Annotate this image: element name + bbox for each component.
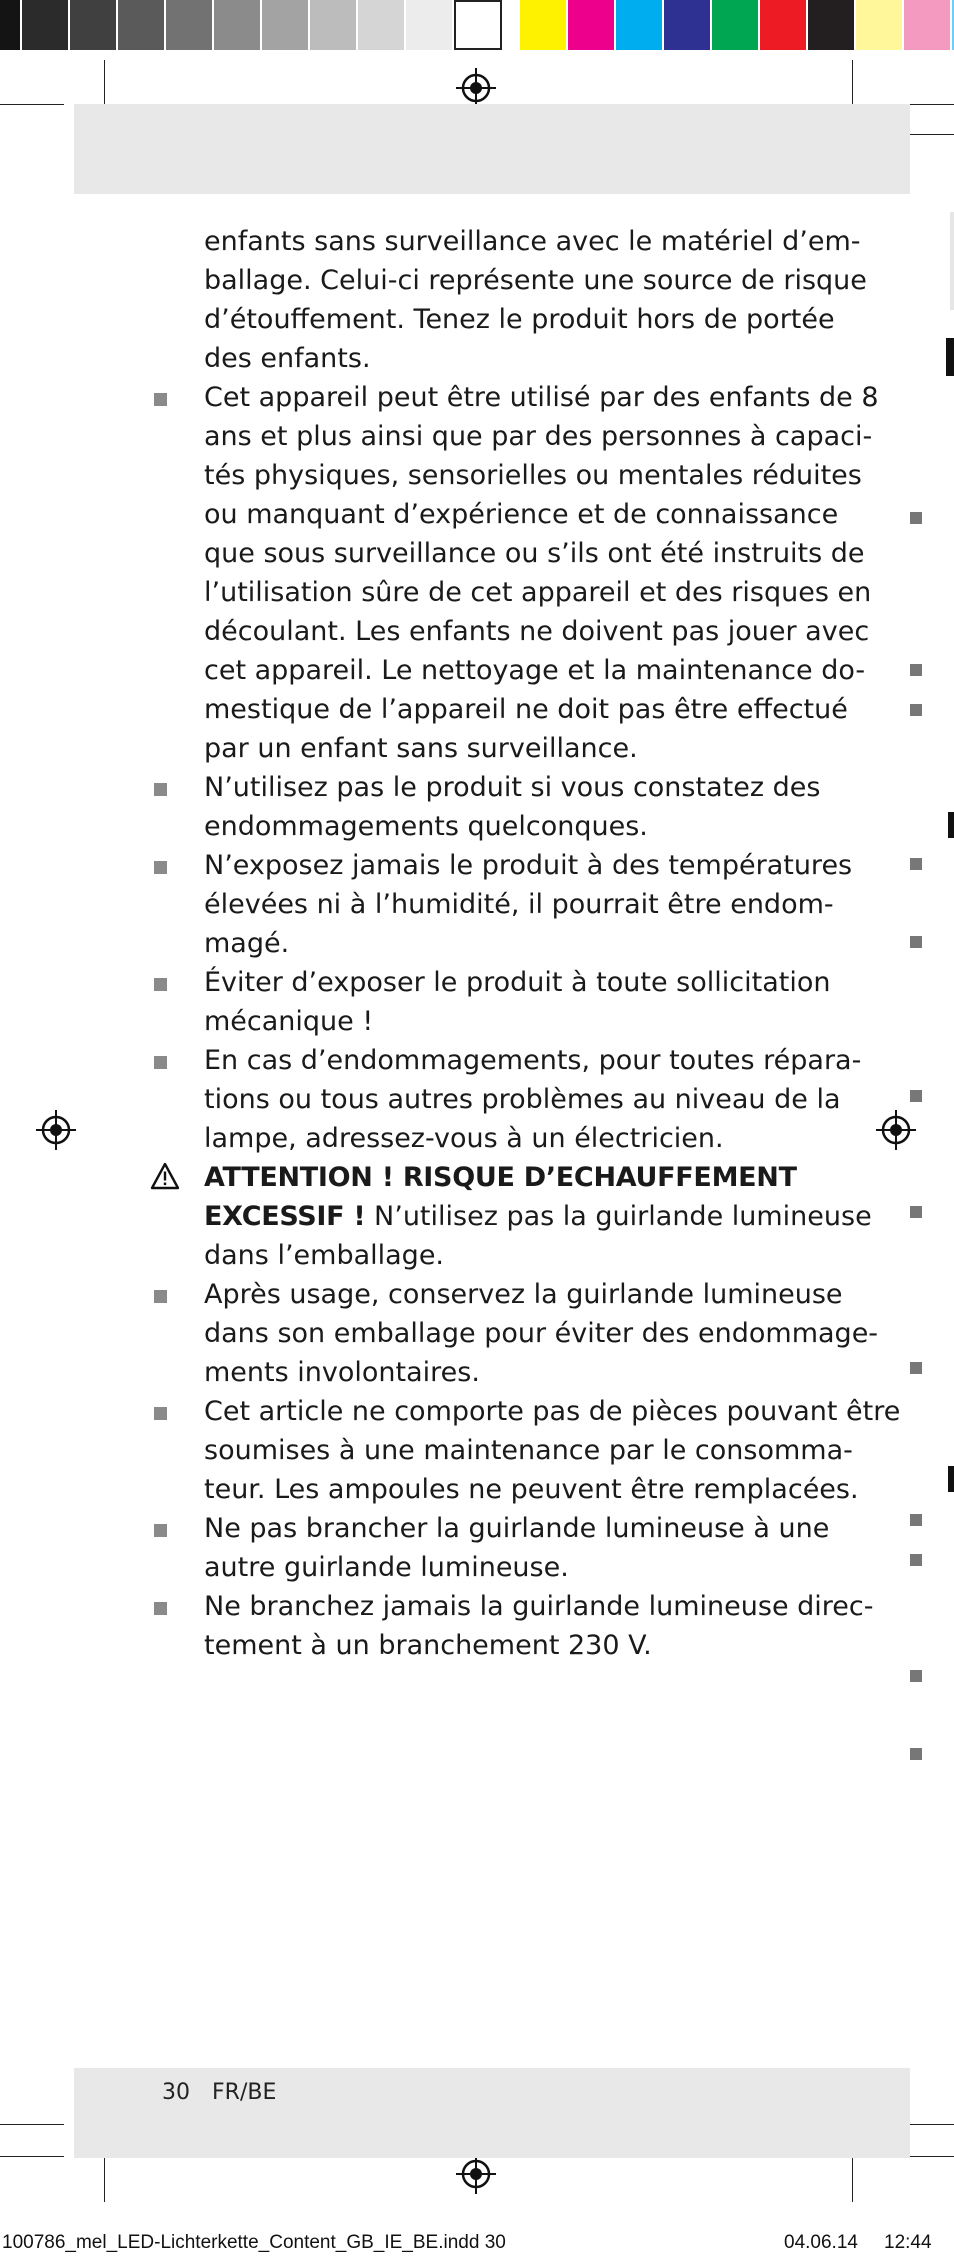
text-line: N’exposez jamais le produit à des températures — [204, 850, 853, 881]
facing-page-heading-fragment — [946, 338, 954, 376]
list-item — [150, 846, 853, 963]
registration-mark-icon — [36, 1110, 76, 1150]
list-item — [150, 1587, 874, 1665]
bullet-square-icon — [154, 1407, 167, 1420]
bullet-square-icon — [154, 861, 167, 874]
color-swatch — [856, 0, 904, 50]
color-swatch — [904, 0, 952, 50]
facing-page-bullet — [910, 1554, 922, 1566]
text-line: Cet article ne comporte pas de pièces pouvant être — [204, 1396, 901, 1427]
crop-mark — [0, 2124, 64, 2125]
text-line: Ne branchez jamais la guirlande lumineuse direc- — [204, 1591, 874, 1622]
warning-heading: EXCESSIF ! — [204, 1201, 366, 1232]
text-line: l’utilisation sûre de cet appareil et des risques en — [204, 577, 872, 608]
text-line: par un enfant sans surveillance. — [204, 733, 638, 764]
facing-page-bullet — [910, 858, 922, 870]
text-line: Ne pas brancher la guirlande lumineuse à une — [204, 1513, 830, 1544]
color-swatch — [358, 0, 406, 50]
color-swatch — [166, 0, 214, 50]
bullet-square-icon — [154, 783, 167, 796]
slug-time: 12:44 — [884, 2232, 932, 2253]
text-line: autre guirlande lumineuse. — [204, 1552, 569, 1583]
color-calibration-strip — [0, 0, 954, 50]
color-swatch — [118, 0, 166, 50]
color-swatch — [568, 0, 616, 50]
text-line: cet appareil. Le nettoyage et la maintenance do- — [204, 655, 866, 686]
text-line: que sous surveillance ou s’ils ont été instruits de — [204, 538, 865, 569]
color-swatch — [406, 0, 454, 50]
crop-mark — [0, 2156, 64, 2157]
page-footer — [162, 2078, 298, 2108]
color-swatch — [262, 0, 310, 50]
color-swatch — [70, 0, 118, 50]
text-line: ans et plus ainsi que par des personnes à capaci- — [204, 421, 873, 452]
list-item — [150, 963, 831, 1041]
text-line: teur. Les ampoules ne peuvent être remplacées. — [204, 1474, 859, 1505]
registration-mark-icon — [876, 1110, 916, 1150]
color-swatch — [616, 0, 664, 50]
text-line: mestique de l’appareil ne doit pas être effectué — [204, 694, 848, 725]
facing-page-bullet — [910, 1090, 922, 1102]
locale-code: FR/BE — [212, 2080, 277, 2105]
text-line: tement à un branchement 230 V. — [204, 1630, 652, 1661]
color-swatch — [712, 0, 760, 50]
facing-page-bullet — [910, 1206, 922, 1218]
text-line: Cet appareil peut être utilisé par des enfants de 8 — [204, 382, 879, 413]
facing-page-bullet — [910, 936, 922, 948]
color-swatch — [310, 0, 358, 50]
text-line: des enfants. — [204, 343, 371, 374]
bullet-square-icon — [154, 393, 167, 406]
list-item — [150, 378, 879, 768]
text-line: ou manquant d’expérience et de connaissance — [204, 499, 839, 530]
crop-mark — [0, 104, 64, 105]
text-line: En cas d’endommagements, pour toutes répara- — [204, 1045, 862, 1076]
facing-page-bullet — [910, 1748, 922, 1760]
color-swatch — [214, 0, 262, 50]
safety-instructions — [150, 222, 901, 1665]
registration-mark-icon — [456, 2154, 496, 2194]
bullet-square-icon — [154, 978, 167, 991]
warning-item — [150, 1158, 872, 1275]
slug-date: 04.06.14 — [784, 2232, 858, 2253]
registration-mark-icon — [456, 68, 496, 108]
text-line: magé. — [204, 928, 290, 959]
facing-page-edge — [950, 212, 954, 310]
page-number: 30 — [162, 2080, 190, 2105]
facing-page-bullet — [910, 704, 922, 716]
list-item — [150, 1509, 830, 1587]
color-swatch — [664, 0, 712, 50]
text-line: dans l’emballage. — [204, 1240, 445, 1271]
color-swatch — [502, 0, 520, 50]
facing-page-bullet — [910, 1670, 922, 1682]
text-line: Éviter d’exposer le produit à toute sollicitation — [204, 967, 831, 998]
list-item — [150, 768, 821, 846]
text-line: dans son emballage pour éviter des endommage- — [204, 1318, 879, 1349]
header-band — [74, 104, 910, 194]
facing-page-bullet — [910, 664, 922, 676]
text-line: d’étouffement. Tenez le produit hors de portée — [204, 304, 835, 335]
text-line: Après usage, conservez la guirlande lumineuse — [204, 1279, 843, 1310]
list-item — [150, 1275, 879, 1392]
facing-page-bullet — [910, 512, 922, 524]
facing-page-bullet — [910, 1514, 922, 1526]
slug-filename: 100786_mel_LED-Lichterkette_Content_GB_IE_BE.indd 30 — [2, 2232, 506, 2253]
text-line: lampe, adressez-vous à un électricien. — [204, 1123, 724, 1154]
list-item — [150, 1392, 901, 1509]
text-line: tions ou tous autres problèmes au niveau de la — [204, 1084, 841, 1115]
text-line: mécanique ! — [204, 1006, 374, 1037]
text-line: ments involontaires. — [204, 1357, 480, 1388]
text-line: N’utilisez pas la guirlande lumineuse — [365, 1201, 872, 1232]
color-swatch — [0, 0, 22, 50]
text-line: enfants sans surveillance avec le matériel d’em- — [204, 226, 861, 257]
text-line: élevées ni à l’humidité, il pourrait être endom- — [204, 889, 834, 920]
crop-mark — [852, 60, 853, 110]
list-item — [150, 1041, 862, 1158]
text-line: N’utilisez pas le produit si vous constatez des — [204, 772, 821, 803]
text-line: endommagements quelconques. — [204, 811, 648, 842]
bullet-square-icon — [154, 1056, 167, 1069]
bullet-square-icon — [154, 1290, 167, 1303]
text-line: ballage. Celui-ci représente une source de risque — [204, 265, 867, 296]
text-line: soumises à une maintenance par le consomma- — [204, 1435, 853, 1466]
color-swatch — [808, 0, 856, 50]
facing-page-heading-fragment — [948, 1466, 954, 1492]
bullet-square-icon — [154, 1602, 167, 1615]
text-line: tés physiques, sensorielles ou mentales réduites — [204, 460, 862, 491]
text-line: découlant. Les enfants ne doivent pas jouer avec — [204, 616, 870, 647]
warning-heading: ATTENTION ! RISQUE D’ECHAUFFEMENT — [204, 1162, 797, 1193]
facing-page-bullet — [910, 1362, 922, 1374]
color-swatch — [454, 0, 502, 50]
color-swatch — [22, 0, 70, 50]
color-swatch — [520, 0, 568, 50]
bullet-square-icon — [154, 1524, 167, 1537]
intro-paragraph — [150, 222, 867, 378]
color-swatch — [760, 0, 808, 50]
facing-page-heading-fragment — [948, 812, 954, 838]
warning-triangle-icon — [150, 1162, 180, 1190]
crop-mark — [104, 60, 105, 110]
